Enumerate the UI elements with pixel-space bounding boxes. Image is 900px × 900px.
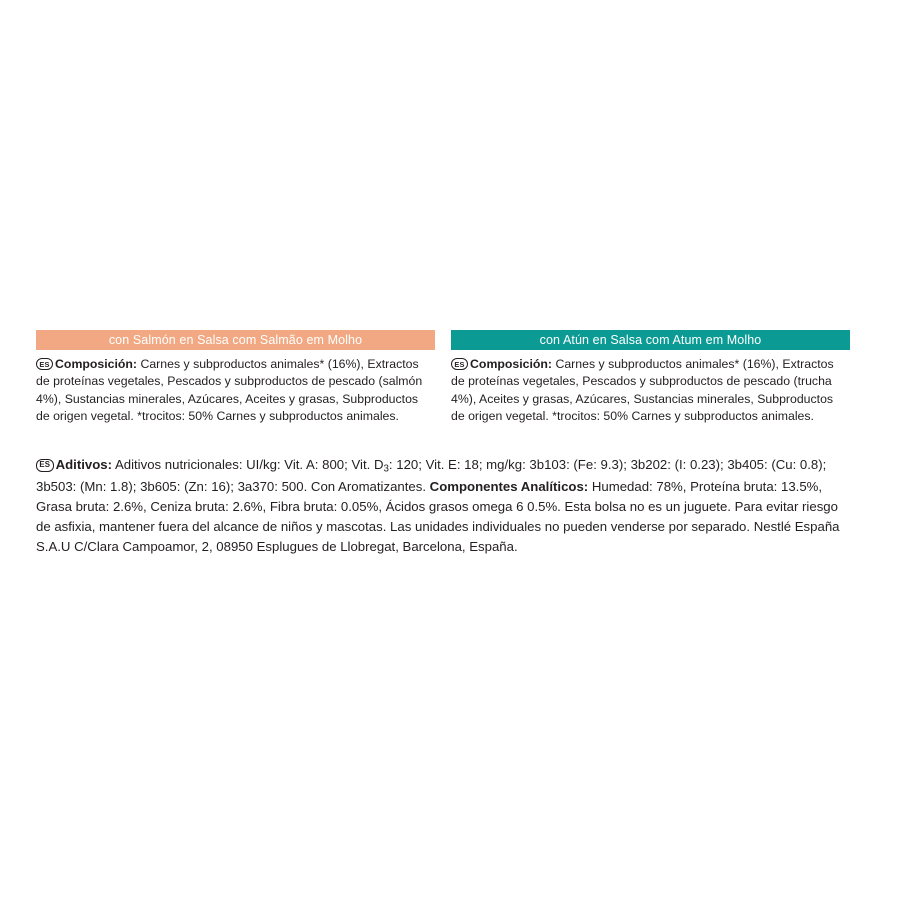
panel-tuna-composition-label: Composición:	[470, 357, 553, 371]
panel-tuna-banner: con Atún en Salsa com Atum em Molho	[451, 330, 850, 350]
panel-salmon-composition-text: Carnes y subproductos animales* (16%), Extractos de proteínas vegetales, Pescados y subproductos de pescado (salmón 4%), Sustancias minerales, Azúcares, Aceites y grasas, Subproductos de origen vegetal. *trocitos: 50% Carnes y subproductos animales.	[36, 357, 423, 424]
vitamin-d3-subscript: 3	[383, 463, 389, 475]
additives-label: Aditivos:	[55, 457, 113, 472]
panel-salmon-composition-label: Composición:	[55, 357, 138, 371]
additives-text-part1: Aditivos nutricionales: UI/kg: Vit. A: 800; Vit. D	[112, 457, 384, 472]
additives-and-analytical-block	[36, 455, 850, 558]
analytical-components-text: Humedad: 78%, Proteína bruta: 13.5%, Grasa bruta: 2.6%, Ceniza bruta: 2.6%, Fibra bruta: 0.05%, Ácidos grasos omega 6 0.5%. Esta bolsa no es un juguete. Para evitar riesgo de asfixia, mantener fuera del alcance de niños y mascotas. Las unidades individuales no pueden venderse por separado. Nestlé España S.A.U C/Clara Campoamor, 2, 08950 Esplugues de Llobregat, Barcelona, España.	[36, 479, 840, 555]
es-language-icon: ES	[36, 358, 53, 370]
panel-salmon-composition	[36, 350, 435, 426]
es-language-icon: ES	[36, 459, 54, 472]
panel-tuna	[451, 330, 850, 426]
panel-salmon-banner: con Salmón en Salsa com Salmão em Molho	[36, 330, 435, 350]
panel-tuna-composition	[451, 350, 850, 426]
panel-salmon	[36, 330, 435, 426]
composition-panels	[36, 330, 850, 426]
analytical-components-label: Componentes Analíticos:	[429, 479, 589, 495]
es-language-icon: ES	[451, 358, 468, 370]
additives-text-part2: : 120; Vit. E: 18; mg/kg: 3b103: (Fe: 9.3); 3b202: (I: 0.23); 3b405: (Cu: 0.8); 3b503: (Mn: 1.8); 3b605: (Zn: 16); 3a370: 500. Con Aromatizantes.	[36, 457, 827, 495]
panel-tuna-composition-text: Carnes y subproductos animales* (16%), Extractos de proteínas vegetales, Pescados y subproductos de pescado (trucha 4%), Aceites y grasas, Azúcares, Sustancias minerales, Subproductos de origen vegetal. *trocitos: 50% Carnes y subproductos animales.	[451, 357, 834, 424]
